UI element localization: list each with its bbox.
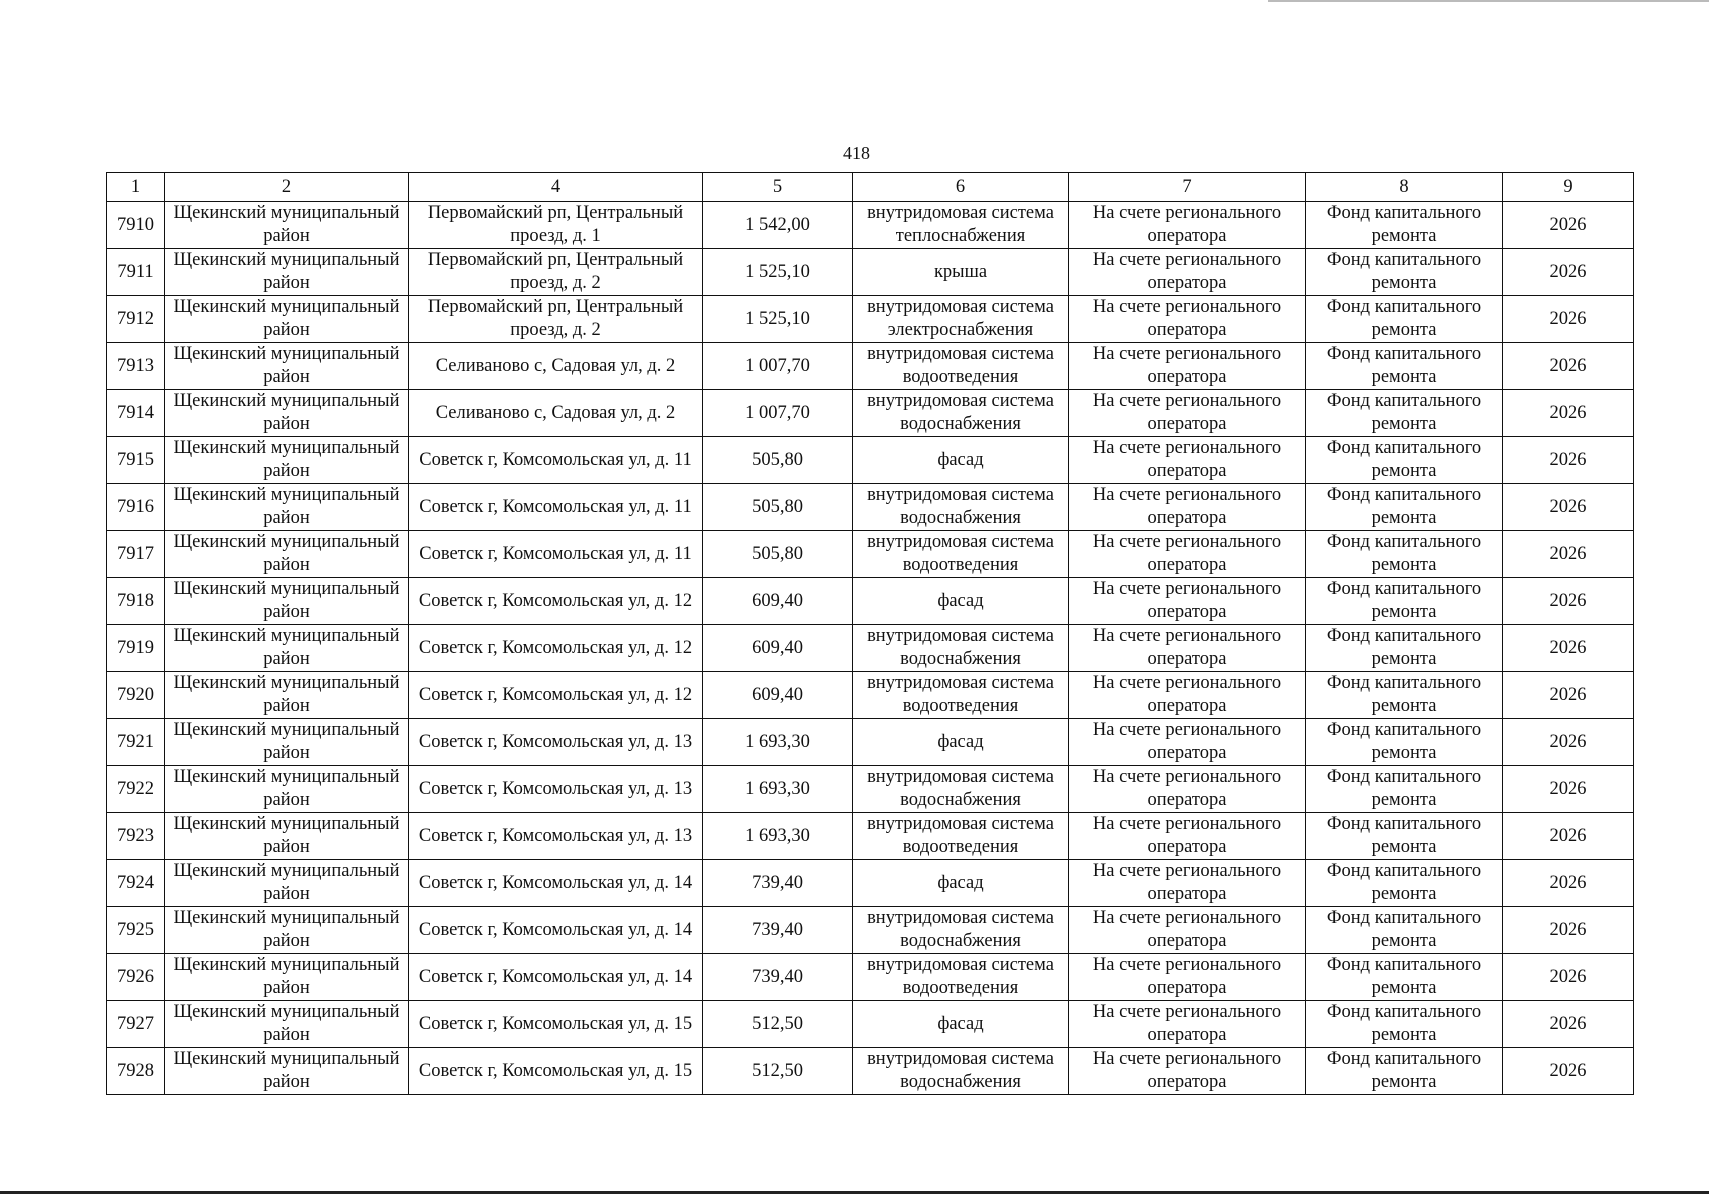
table-row [107, 1048, 1634, 1095]
area-cell: 609,40 [703, 672, 853, 719]
fund-cell: Фонд капитального ремонта [1306, 296, 1503, 343]
table-row [107, 719, 1634, 766]
header-col-9: 9 [1503, 173, 1634, 202]
header-col-6: 6 [853, 173, 1069, 202]
header-col-1: 1 [107, 173, 165, 202]
year-cell: 2026 [1503, 531, 1634, 578]
fund-cell: Фонд капитального ремонта [1306, 907, 1503, 954]
area-cell: 1 525,10 [703, 249, 853, 296]
district-cell: Щекинский муниципальный район [165, 907, 409, 954]
district-cell: Щекинский муниципальный район [165, 578, 409, 625]
work-type-cell: внутридомовая система водоотведения [853, 672, 1069, 719]
area-cell: 512,50 [703, 1001, 853, 1048]
fund-cell: Фонд капитального ремонта [1306, 954, 1503, 1001]
year-cell: 2026 [1503, 625, 1634, 672]
area-cell: 739,40 [703, 860, 853, 907]
address-cell: Советск г, Комсомольская ул, д. 11 [409, 484, 703, 531]
fund-cell: Фонд капитального ремонта [1306, 672, 1503, 719]
fund-cell: Фонд капитального ремонта [1306, 437, 1503, 484]
address-cell: Советск г, Комсомольская ул, д. 13 [409, 813, 703, 860]
address-cell: Первомайский рп, Центральный проезд, д. 2 [409, 296, 703, 343]
fund-cell: Фонд капитального ремонта [1306, 1001, 1503, 1048]
area-cell: 505,80 [703, 437, 853, 484]
work-type-cell: внутридомовая система водоснабжения [853, 766, 1069, 813]
year-cell: 2026 [1503, 813, 1634, 860]
year-cell: 2026 [1503, 578, 1634, 625]
address-cell: Советск г, Комсомольская ул, д. 14 [409, 907, 703, 954]
account-cell: На счете регионального оператора [1069, 531, 1306, 578]
year-cell: 2026 [1503, 390, 1634, 437]
scan-edge-top [1268, 0, 1709, 2]
work-type-cell: фасад [853, 437, 1069, 484]
work-type-cell: внутридомовая система водоотведения [853, 343, 1069, 390]
account-cell: На счете регионального оператора [1069, 860, 1306, 907]
table-row [107, 625, 1634, 672]
header-row [107, 173, 1634, 202]
year-cell: 2026 [1503, 343, 1634, 390]
area-cell: 1 693,30 [703, 766, 853, 813]
row-number-cell: 7918 [107, 578, 165, 625]
address-cell: Советск г, Комсомольская ул, д. 14 [409, 860, 703, 907]
work-type-cell: внутридомовая система водоснабжения [853, 484, 1069, 531]
area-cell: 739,40 [703, 954, 853, 1001]
capital-repair-table [106, 172, 1634, 1095]
address-cell: Советск г, Комсомольская ул, д. 12 [409, 625, 703, 672]
fund-cell: Фонд капитального ремонта [1306, 343, 1503, 390]
account-cell: На счете регионального оператора [1069, 625, 1306, 672]
account-cell: На счете регионального оператора [1069, 766, 1306, 813]
table-row [107, 1001, 1634, 1048]
year-cell: 2026 [1503, 1001, 1634, 1048]
district-cell: Щекинский муниципальный район [165, 484, 409, 531]
account-cell: На счете регионального оператора [1069, 1001, 1306, 1048]
account-cell: На счете регионального оператора [1069, 249, 1306, 296]
table-row [107, 907, 1634, 954]
year-cell: 2026 [1503, 1048, 1634, 1095]
work-type-cell: фасад [853, 860, 1069, 907]
year-cell: 2026 [1503, 202, 1634, 249]
work-type-cell: внутридомовая система теплоснабжения [853, 202, 1069, 249]
address-cell: Советск г, Комсомольская ул, д. 13 [409, 719, 703, 766]
district-cell: Щекинский муниципальный район [165, 531, 409, 578]
district-cell: Щекинский муниципальный район [165, 1001, 409, 1048]
table-row [107, 954, 1634, 1001]
fund-cell: Фонд капитального ремонта [1306, 202, 1503, 249]
area-cell: 1 693,30 [703, 719, 853, 766]
row-number-cell: 7926 [107, 954, 165, 1001]
account-cell: На счете регионального оператора [1069, 1048, 1306, 1095]
row-number-cell: 7921 [107, 719, 165, 766]
fund-cell: Фонд капитального ремонта [1306, 390, 1503, 437]
row-number-cell: 7914 [107, 390, 165, 437]
fund-cell: Фонд капитального ремонта [1306, 860, 1503, 907]
address-cell: Советск г, Комсомольская ул, д. 12 [409, 578, 703, 625]
area-cell: 739,40 [703, 907, 853, 954]
year-cell: 2026 [1503, 766, 1634, 813]
work-type-cell: внутридомовая система водоснабжения [853, 390, 1069, 437]
table-row [107, 672, 1634, 719]
table-row [107, 249, 1634, 296]
account-cell: На счете регионального оператора [1069, 437, 1306, 484]
fund-cell: Фонд капитального ремонта [1306, 813, 1503, 860]
address-cell: Советск г, Комсомольская ул, д. 14 [409, 954, 703, 1001]
row-number-cell: 7913 [107, 343, 165, 390]
year-cell: 2026 [1503, 296, 1634, 343]
row-number-cell: 7912 [107, 296, 165, 343]
row-number-cell: 7923 [107, 813, 165, 860]
account-cell: На счете регионального оператора [1069, 484, 1306, 531]
header-col-5: 5 [703, 173, 853, 202]
row-number-cell: 7928 [107, 1048, 165, 1095]
fund-cell: Фонд капитального ремонта [1306, 531, 1503, 578]
account-cell: На счете регионального оператора [1069, 578, 1306, 625]
address-cell: Советск г, Комсомольская ул, д. 13 [409, 766, 703, 813]
work-type-cell: фасад [853, 578, 1069, 625]
table-body [107, 202, 1634, 1095]
table-row [107, 531, 1634, 578]
area-cell: 1 542,00 [703, 202, 853, 249]
row-number-cell: 7925 [107, 907, 165, 954]
table-row [107, 390, 1634, 437]
row-number-cell: 7919 [107, 625, 165, 672]
row-number-cell: 7920 [107, 672, 165, 719]
work-type-cell: внутридомовая система водоотведения [853, 531, 1069, 578]
table-row [107, 813, 1634, 860]
address-cell: Советск г, Комсомольская ул, д. 11 [409, 437, 703, 484]
area-cell: 505,80 [703, 531, 853, 578]
district-cell: Щекинский муниципальный район [165, 719, 409, 766]
row-number-cell: 7922 [107, 766, 165, 813]
account-cell: На счете регионального оператора [1069, 202, 1306, 249]
address-cell: Селиваново с, Садовая ул, д. 2 [409, 390, 703, 437]
account-cell: На счете регионального оператора [1069, 954, 1306, 1001]
header-col-8: 8 [1306, 173, 1503, 202]
area-cell: 505,80 [703, 484, 853, 531]
area-cell: 609,40 [703, 625, 853, 672]
area-cell: 1 007,70 [703, 390, 853, 437]
account-cell: На счете регионального оператора [1069, 719, 1306, 766]
table-row [107, 296, 1634, 343]
account-cell: На счете регионального оператора [1069, 907, 1306, 954]
year-cell: 2026 [1503, 954, 1634, 1001]
year-cell: 2026 [1503, 860, 1634, 907]
table-row [107, 860, 1634, 907]
district-cell: Щекинский муниципальный район [165, 813, 409, 860]
area-cell: 1 525,10 [703, 296, 853, 343]
district-cell: Щекинский муниципальный район [165, 625, 409, 672]
fund-cell: Фонд капитального ремонта [1306, 484, 1503, 531]
address-cell: Селиваново с, Садовая ул, д. 2 [409, 343, 703, 390]
address-cell: Советск г, Комсомольская ул, д. 12 [409, 672, 703, 719]
district-cell: Щекинский муниципальный район [165, 1048, 409, 1095]
area-cell: 512,50 [703, 1048, 853, 1095]
district-cell: Щекинский муниципальный район [165, 390, 409, 437]
work-type-cell: внутридомовая система водоснабжения [853, 625, 1069, 672]
address-cell: Советск г, Комсомольская ул, д. 11 [409, 531, 703, 578]
row-number-cell: 7910 [107, 202, 165, 249]
account-cell: На счете регионального оператора [1069, 672, 1306, 719]
district-cell: Щекинский муниципальный район [165, 766, 409, 813]
work-type-cell: внутридомовая система электроснабжения [853, 296, 1069, 343]
district-cell: Щекинский муниципальный район [165, 437, 409, 484]
header-col-4: 4 [409, 173, 703, 202]
year-cell: 2026 [1503, 672, 1634, 719]
district-cell: Щекинский муниципальный район [165, 672, 409, 719]
work-type-cell: внутридомовая система водоотведения [853, 813, 1069, 860]
page-number: 418 [843, 143, 870, 163]
district-cell: Щекинский муниципальный район [165, 202, 409, 249]
row-number-cell: 7917 [107, 531, 165, 578]
row-number-cell: 7927 [107, 1001, 165, 1048]
district-cell: Щекинский муниципальный район [165, 249, 409, 296]
address-cell: Советск г, Комсомольская ул, д. 15 [409, 1001, 703, 1048]
table-row [107, 437, 1634, 484]
header-col-2: 2 [165, 173, 409, 202]
table-row [107, 484, 1634, 531]
area-cell: 609,40 [703, 578, 853, 625]
year-cell: 2026 [1503, 907, 1634, 954]
work-type-cell: внутридомовая система водоснабжения [853, 1048, 1069, 1095]
work-type-cell: внутридомовая система водоснабжения [853, 907, 1069, 954]
work-type-cell: крыша [853, 249, 1069, 296]
year-cell: 2026 [1503, 249, 1634, 296]
year-cell: 2026 [1503, 719, 1634, 766]
address-cell: Первомайский рп, Центральный проезд, д. 2 [409, 249, 703, 296]
account-cell: На счете регионального оператора [1069, 390, 1306, 437]
fund-cell: Фонд капитального ремонта [1306, 625, 1503, 672]
row-number-cell: 7916 [107, 484, 165, 531]
account-cell: На счете регионального оператора [1069, 343, 1306, 390]
year-cell: 2026 [1503, 437, 1634, 484]
district-cell: Щекинский муниципальный район [165, 343, 409, 390]
work-type-cell: фасад [853, 719, 1069, 766]
row-number-cell: 7924 [107, 860, 165, 907]
scan-edge-bottom [0, 1191, 1709, 1194]
fund-cell: Фонд капитального ремонта [1306, 766, 1503, 813]
header-col-7: 7 [1069, 173, 1306, 202]
area-cell: 1 693,30 [703, 813, 853, 860]
fund-cell: Фонд капитального ремонта [1306, 719, 1503, 766]
year-cell: 2026 [1503, 484, 1634, 531]
address-cell: Советск г, Комсомольская ул, д. 15 [409, 1048, 703, 1095]
row-number-cell: 7915 [107, 437, 165, 484]
fund-cell: Фонд капитального ремонта [1306, 249, 1503, 296]
district-cell: Щекинский муниципальный район [165, 860, 409, 907]
area-cell: 1 007,70 [703, 343, 853, 390]
fund-cell: Фонд капитального ремонта [1306, 1048, 1503, 1095]
district-cell: Щекинский муниципальный район [165, 296, 409, 343]
table-row [107, 578, 1634, 625]
table-row [107, 202, 1634, 249]
district-cell: Щекинский муниципальный район [165, 954, 409, 1001]
table-row [107, 343, 1634, 390]
address-cell: Первомайский рп, Центральный проезд, д. 1 [409, 202, 703, 249]
table-row [107, 766, 1634, 813]
fund-cell: Фонд капитального ремонта [1306, 578, 1503, 625]
work-type-cell: внутридомовая система водоотведения [853, 954, 1069, 1001]
row-number-cell: 7911 [107, 249, 165, 296]
work-type-cell: фасад [853, 1001, 1069, 1048]
account-cell: На счете регионального оператора [1069, 813, 1306, 860]
account-cell: На счете регионального оператора [1069, 296, 1306, 343]
